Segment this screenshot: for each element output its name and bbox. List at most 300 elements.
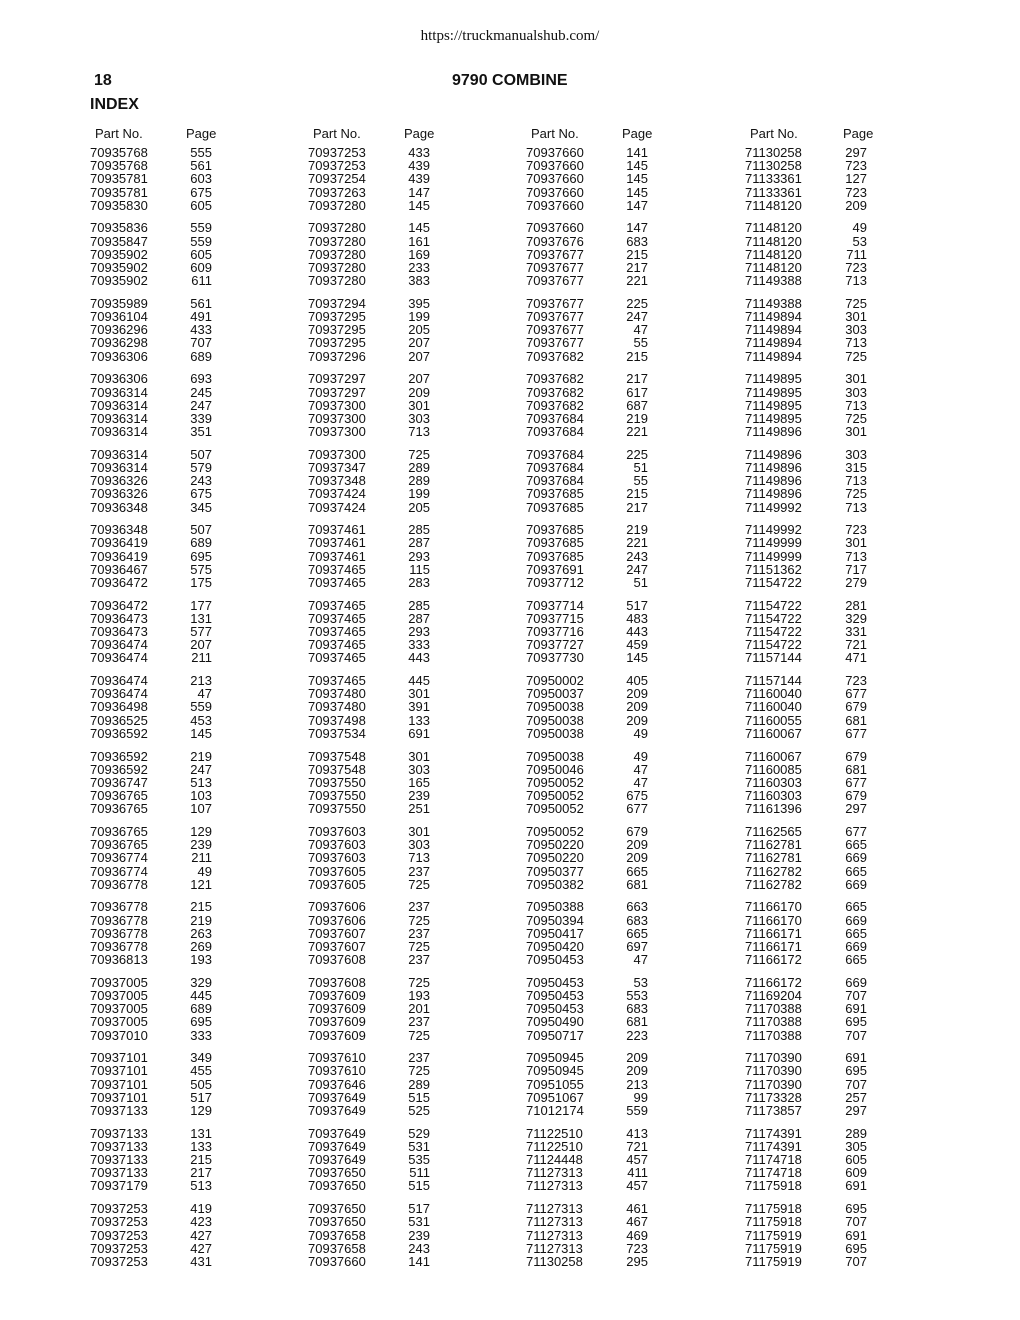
page-reference: 713: [845, 397, 867, 413]
page-reference: 439: [408, 171, 430, 187]
page-reference: 561: [190, 158, 212, 174]
part-number: 71166171: [745, 938, 802, 954]
page-reference: 217: [626, 260, 648, 275]
page-reference: 723: [845, 673, 867, 689]
page-reference: 303: [845, 322, 867, 338]
page-reference: 675: [190, 184, 212, 200]
page-reference: 141: [408, 1253, 430, 1269]
page-reference: 427: [190, 1240, 212, 1256]
page-reference: 677: [845, 774, 867, 790]
index-group: [526, 750, 696, 816]
part-number: 71162565: [745, 823, 802, 839]
index-row: [90, 1242, 260, 1255]
part-number: 71170388: [745, 1027, 802, 1043]
page-reference: 675: [626, 788, 648, 804]
index-row: [90, 399, 260, 412]
index-row: [308, 1015, 478, 1028]
page-reference: 517: [626, 597, 648, 613]
part-number: 70937280: [308, 233, 366, 249]
index-group: [526, 448, 696, 514]
index-group: [308, 448, 478, 514]
part-number: 70950417: [526, 925, 584, 941]
part-number: 70936419: [90, 535, 148, 551]
part-number: 70950052: [526, 801, 584, 817]
part-number: 70936474: [90, 686, 148, 702]
page-reference: 219: [190, 748, 212, 764]
part-number: 70936498: [90, 699, 148, 715]
page-reference: 469: [626, 1227, 648, 1243]
part-number: 70936472: [90, 574, 148, 590]
index-group: [745, 1051, 915, 1117]
part-number: 71170388: [745, 1014, 802, 1030]
part-number: 70950388: [526, 899, 584, 915]
page-reference: 297: [845, 801, 867, 817]
section-title: INDEX: [90, 96, 139, 113]
part-number: 70950038: [526, 699, 584, 715]
part-number: 71170388: [745, 1001, 802, 1017]
index-group: [308, 523, 478, 589]
index-row: [526, 599, 696, 612]
page-reference: 609: [190, 260, 212, 275]
index-row: [745, 501, 915, 514]
page-reference: 289: [408, 459, 430, 475]
index-row: [308, 900, 478, 913]
page-reference: 209: [626, 1063, 648, 1079]
page-reference: 513: [190, 774, 212, 790]
part-number: 70936314: [90, 459, 148, 475]
page-reference: 559: [190, 233, 212, 249]
page-reference: 303: [408, 837, 430, 853]
page-reference: 199: [408, 309, 430, 325]
page-reference: 433: [190, 322, 212, 338]
part-number: 70937682: [526, 384, 584, 400]
part-number: 70935989: [90, 295, 148, 311]
page-reference: 243: [190, 473, 212, 489]
index-row: [90, 221, 260, 234]
part-number: 70937465: [308, 574, 366, 590]
index-row: [745, 599, 915, 612]
part-number: 70935768: [90, 145, 148, 160]
part-number: 70937461: [308, 535, 366, 551]
part-number: 70937677: [526, 260, 584, 275]
index-group: [90, 523, 260, 589]
index-column-4: [745, 126, 915, 1278]
part-number: 70937608: [308, 952, 366, 968]
page-header: Page: [186, 126, 217, 141]
index-row: [90, 199, 260, 212]
page-reference: 679: [626, 823, 648, 839]
column-header: [526, 126, 696, 146]
part-number: 71170390: [745, 1063, 802, 1079]
part-number: 70937010: [90, 1027, 148, 1043]
page-reference: 349: [190, 1050, 212, 1066]
part-number: 70936778: [90, 899, 148, 915]
page-reference: 215: [626, 246, 648, 262]
index-row: [526, 1229, 696, 1242]
index-row: [308, 802, 478, 815]
index-row: [745, 914, 915, 927]
part-number: 70936314: [90, 397, 148, 413]
part-number: 70936296: [90, 322, 148, 338]
part-number: 70937609: [308, 988, 366, 1003]
index-group: [308, 372, 478, 438]
part-number: 70950037: [526, 686, 584, 702]
part-number: 70936474: [90, 650, 148, 666]
page-reference: 721: [626, 1138, 648, 1154]
index-row: [745, 1064, 915, 1077]
part-number: 70937691: [526, 561, 584, 577]
index-row: [308, 927, 478, 940]
index-row: [526, 425, 696, 438]
index-row: [745, 927, 915, 940]
part-number: 70936778: [90, 912, 148, 928]
page-reference: 665: [845, 925, 867, 941]
page-reference: 513: [190, 1178, 212, 1194]
index-row: [745, 536, 915, 549]
part-number: 70936419: [90, 548, 148, 564]
part-number: 70937461: [308, 522, 366, 538]
page-reference: 723: [845, 184, 867, 200]
part-number: 70936314: [90, 424, 148, 440]
index-row: [526, 1242, 696, 1255]
part-number: 71154722: [745, 624, 802, 639]
page-reference: 213: [626, 1076, 648, 1092]
page-reference: 209: [626, 699, 648, 715]
part-number: 70937605: [308, 863, 366, 879]
page-reference: 433: [408, 145, 430, 160]
page-reference: 49: [633, 725, 648, 741]
index-row: [90, 599, 260, 612]
page-reference: 695: [845, 1014, 867, 1030]
index-row: [308, 274, 478, 287]
part-number: 71174718: [745, 1165, 802, 1181]
index-group: [308, 297, 478, 363]
index-group: [526, 1127, 696, 1193]
index-row: [90, 927, 260, 940]
part-number: 71130258: [745, 145, 802, 160]
index-group: [526, 1051, 696, 1117]
page-reference: 49: [633, 748, 648, 764]
index-group: [526, 221, 696, 287]
index-row: [308, 372, 478, 385]
page-reference: 525: [408, 1103, 430, 1118]
index-row: [308, 1255, 478, 1268]
index-row: [90, 1064, 260, 1077]
index-row: [308, 750, 478, 763]
part-number: 70937677: [526, 309, 584, 325]
page-reference: 141: [626, 145, 648, 160]
part-number: 70936104: [90, 309, 148, 325]
index-row: [308, 1078, 478, 1091]
index-group: [745, 976, 915, 1042]
index-row: [90, 750, 260, 763]
part-number: 70951055: [526, 1076, 584, 1092]
page-reference: 707: [845, 1027, 867, 1043]
index-group: [308, 1051, 478, 1117]
part-number: 71127313: [526, 1201, 583, 1217]
page-reference: 99: [633, 1089, 648, 1105]
index-group: [308, 1202, 478, 1268]
page-reference: 713: [845, 548, 867, 564]
page-reference: 205: [408, 499, 430, 515]
index-row: [745, 221, 915, 234]
part-number: 70950002: [526, 673, 584, 689]
index-group: [526, 146, 696, 212]
index-row: [745, 851, 915, 864]
page-reference: 691: [845, 1050, 867, 1066]
part-number: 70937649: [308, 1089, 366, 1105]
part-number: 71169204: [745, 988, 802, 1003]
page-reference: 239: [408, 788, 430, 804]
page-reference: 53: [852, 233, 867, 249]
page-reference: 301: [845, 535, 867, 551]
page-reference: 239: [408, 1227, 430, 1243]
page-reference: 215: [626, 348, 648, 364]
page-reference: 413: [626, 1125, 648, 1141]
index-row: [308, 563, 478, 576]
page-reference: 293: [408, 548, 430, 564]
part-number: 70950453: [526, 952, 584, 968]
part-number: 71160303: [745, 774, 802, 790]
page-reference: 577: [190, 624, 212, 639]
part-number: 70937133: [90, 1165, 148, 1181]
index-row: [745, 878, 915, 891]
page-reference: 237: [408, 952, 430, 968]
part-number: 71149894: [745, 348, 802, 364]
part-number: 70937300: [308, 424, 366, 440]
page-reference: 553: [626, 988, 648, 1003]
part-number: 70937684: [526, 459, 584, 475]
page-reference: 725: [408, 1027, 430, 1043]
page-reference: 145: [626, 184, 648, 200]
page-reference: 445: [408, 673, 430, 689]
part-number: 70936326: [90, 486, 148, 502]
index-row: [745, 1078, 915, 1091]
part-number: 70937133: [90, 1152, 148, 1168]
page-reference: 217: [190, 1165, 212, 1181]
part-number: 71149992: [745, 522, 802, 538]
page-reference: 507: [190, 522, 212, 538]
page-reference: 51: [633, 459, 648, 475]
index-group: [90, 674, 260, 740]
index-row: [745, 576, 915, 589]
index-row: [308, 550, 478, 563]
part-number: 71174718: [745, 1152, 802, 1168]
part-number: 70937424: [308, 499, 366, 515]
part-number: 70937280: [308, 260, 366, 275]
page-reference: 675: [190, 486, 212, 502]
page-reference: 247: [626, 561, 648, 577]
index-group: [90, 372, 260, 438]
page-reference: 217: [626, 499, 648, 515]
part-number: 70936592: [90, 761, 148, 777]
index-row: [745, 763, 915, 776]
index-row: [308, 1215, 478, 1228]
page-reference: 201: [408, 1001, 430, 1017]
page-reference: 457: [626, 1178, 648, 1194]
page-reference: 301: [408, 397, 430, 413]
page-reference: 333: [408, 637, 430, 653]
page-reference: 669: [845, 974, 867, 990]
index-row: [308, 1029, 478, 1042]
part-number: 70935902: [90, 246, 148, 262]
index-row: [526, 914, 696, 927]
part-number: 70936306: [90, 348, 148, 364]
part-number: 70936474: [90, 673, 148, 689]
page-reference: 725: [408, 446, 430, 462]
part-number: 71162782: [745, 863, 802, 879]
page-reference: 725: [845, 410, 867, 426]
page-reference: 211: [191, 850, 212, 866]
part-number: 70935781: [90, 171, 148, 187]
page-reference: 245: [190, 384, 212, 400]
index-row: [526, 953, 696, 966]
part-number: 71175918: [745, 1178, 802, 1194]
part-number: 70937607: [308, 925, 366, 941]
page-reference: 707: [845, 1253, 867, 1269]
index-row: [745, 336, 915, 349]
page-reference: 423: [190, 1214, 212, 1230]
part-number: 70950220: [526, 837, 584, 853]
index-row: [308, 851, 478, 864]
part-number: 70937727: [526, 637, 584, 653]
index-group: [308, 599, 478, 665]
part-number: 71175919: [745, 1240, 802, 1256]
index-row: [745, 172, 915, 185]
page-reference: 679: [845, 699, 867, 715]
page-reference: 207: [190, 637, 212, 653]
page-reference: 713: [408, 850, 430, 866]
page-reference: 243: [626, 548, 648, 564]
page-reference: 683: [626, 233, 648, 249]
index-group: [308, 976, 478, 1042]
index-row: [526, 172, 696, 185]
part-number: 70936765: [90, 788, 148, 804]
part-number: 70937685: [526, 522, 584, 538]
part-number: 70937649: [308, 1125, 366, 1141]
part-number: 70936765: [90, 837, 148, 853]
page-reference: 301: [845, 309, 867, 325]
page-reference: 303: [845, 446, 867, 462]
page-reference: 193: [408, 988, 430, 1003]
page-header: Page: [622, 126, 653, 141]
part-number: 71174391: [745, 1138, 802, 1154]
part-number: 71173328: [745, 1089, 802, 1105]
page-reference: 221: [626, 424, 648, 440]
part-number: 70937465: [308, 673, 366, 689]
page-header: Page: [404, 126, 435, 141]
part-number: 70937677: [526, 335, 584, 351]
page-reference: 681: [626, 1014, 648, 1030]
index-group: [745, 1127, 915, 1193]
index-row: [308, 399, 478, 412]
part-number: 71130258: [526, 1253, 583, 1269]
index-row: [308, 172, 478, 185]
index-row: [308, 186, 478, 199]
page-reference: 127: [845, 171, 867, 187]
part-number: 71149896: [745, 446, 802, 462]
page-reference: 561: [190, 295, 212, 311]
part-number: 71151362: [745, 561, 802, 577]
page-reference: 725: [845, 486, 867, 502]
part-number: 71149895: [745, 410, 802, 426]
page-reference: 683: [626, 1001, 648, 1017]
index-group: [90, 750, 260, 816]
index-group: [526, 297, 696, 363]
index-row: [526, 576, 696, 589]
part-number: 71175919: [745, 1227, 802, 1243]
index-row: [90, 865, 260, 878]
part-number: 70937650: [308, 1201, 366, 1217]
index-row: [745, 750, 915, 763]
part-number: 71175918: [745, 1214, 802, 1230]
page-reference: 665: [626, 863, 648, 879]
page-reference: 453: [190, 712, 212, 728]
page-reference: 605: [845, 1152, 867, 1168]
index-row: [90, 1255, 260, 1268]
index-row: [745, 274, 915, 287]
part-number: 71122510: [526, 1138, 583, 1154]
page-reference: 725: [845, 348, 867, 364]
index-row: [526, 1029, 696, 1042]
part-number: 70950046: [526, 761, 584, 777]
index-row: [308, 1127, 478, 1140]
page-reference: 239: [190, 837, 212, 853]
page-reference: 695: [845, 1240, 867, 1256]
part-number: 71157144: [745, 673, 802, 689]
index-row: [308, 914, 478, 927]
page-reference: 293: [408, 624, 430, 639]
page-reference: 129: [190, 1103, 212, 1118]
page-reference: 691: [845, 1178, 867, 1194]
page-reference: 283: [408, 574, 430, 590]
part-number: 70950717: [526, 1027, 584, 1043]
page-reference: 677: [845, 823, 867, 839]
part-number: 70937608: [308, 974, 366, 990]
page-reference: 129: [190, 823, 212, 839]
part-number: 70937297: [308, 371, 366, 387]
page-reference: 47: [633, 952, 648, 968]
part-number: 71154722: [745, 574, 802, 590]
page-reference: 405: [626, 673, 648, 689]
index-group: [308, 750, 478, 816]
part-number: 70937606: [308, 912, 366, 928]
part-number: 70937609: [308, 1001, 366, 1017]
page-reference: 679: [845, 748, 867, 764]
page-reference: 689: [190, 1001, 212, 1017]
part-number: 70937716: [526, 624, 584, 639]
index-row: [90, 448, 260, 461]
part-number: 70950420: [526, 938, 584, 954]
page-reference: 687: [626, 397, 648, 413]
part-number: 71127313: [526, 1227, 583, 1243]
page-reference: 301: [845, 424, 867, 440]
part-number: 70937280: [308, 246, 366, 262]
index-row: [745, 865, 915, 878]
part-number: 70950453: [526, 1001, 584, 1017]
index-group: [308, 146, 478, 212]
part-number: 70937660: [526, 197, 584, 213]
page-reference: 315: [845, 459, 867, 475]
part-number: 71133361: [745, 171, 802, 187]
part-number: 70936778: [90, 925, 148, 941]
index-row: [308, 878, 478, 891]
index-row: [90, 350, 260, 363]
page-reference: 711: [846, 246, 867, 262]
part-number: 70936592: [90, 725, 148, 741]
index-row: [526, 1015, 696, 1028]
page-reference: 443: [626, 624, 648, 639]
